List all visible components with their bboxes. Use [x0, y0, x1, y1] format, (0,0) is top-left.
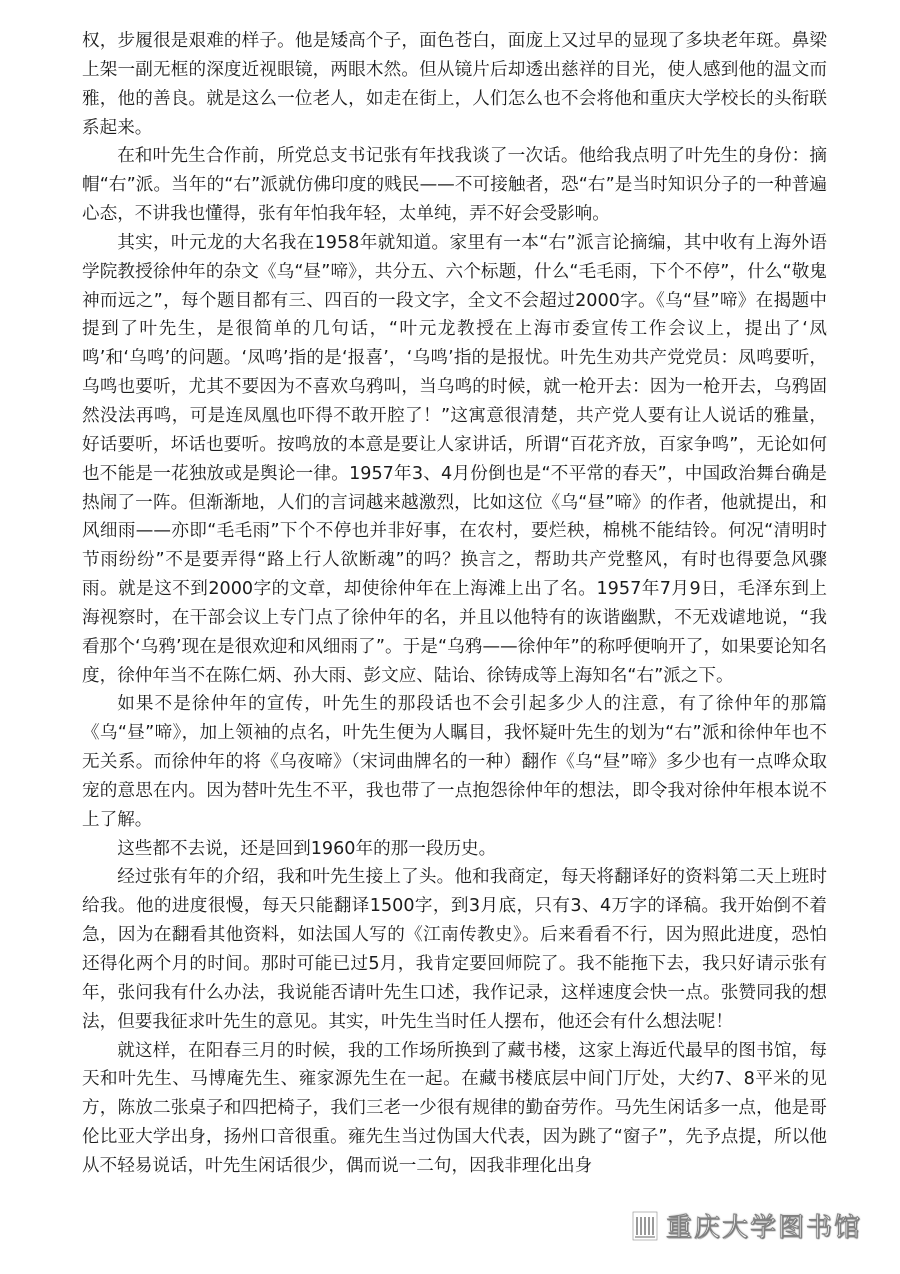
paragraph: 权，步履很是艰难的样子。他是矮高个子，面色苍白，面庞上又过早的显现了多块老年斑。鼻梁上架一副无框的深度近视眼镜，两眼木然。但从镜片后却透出慈祥的目光，使人感到他的温文而雅，他的善良。就是这么一位老人，如走在街上，人们怎么也不会将他和重庆大学校长的头衔联系起来。 [82, 31, 827, 138]
paragraph: 经过张有年的介绍，我和叶先生接上了头。他和我商定，每天将翻译好的资料第二天上班时给我。他的进度很慢，每天只能翻译1500字，到3月底，只有3、4万字的译稿。我开始倒不着急，因为在翻看其他资料，如法国人写的《江南传教史》。后来看看不行，因为照此进度，恐怕还得化两个月的时间。那时可能已过5月，我肯定要回师院了。我不能拖下去，我只好请示张有年，张问我有什么办法，我说能否请叶先生口述，我作记录，这样速度会快一点。张赞同我的想法，但要我征求叶先生的意见。其实，叶先生当时任人摆布，他还会有什么想法呢！ [82, 867, 827, 1032]
library-watermark [632, 1207, 862, 1244]
paragraph: 在和叶先生合作前，所党总支书记张有年找我谈了一次话。他给我点明了叶先生的身份：摘帽“右”派。当年的“右”派就仿佛印度的贱民——不可接触者，恐“右”是当时知识分子的一种普遍心态，不讲我也懂得，张有年怕我年轻，太单纯，弄不好会受影响。 [82, 146, 827, 225]
paragraph: 如果不是徐仲年的宣传，叶先生的那段话也不会引起多少人的注意，有了徐仲年的那篇《乌“昼”啼》，加上领袖的点名，叶先生便为人瞩目，我怀疑叶先生的划为“右”派和徐仲年也不无关系。而徐仲年的将《乌夜啼》（宋词曲牌名的一种）翻作《乌“昼”啼》多少也有一点哗众取宠的意思在内。因为替叶先生不平，我也带了一点抱怨徐仲年的想法，即令我对徐仲年根本说不上了解。 [82, 694, 827, 830]
library-logo-icon [632, 1211, 658, 1241]
paragraph: 这些都不去说，还是回到1960年的那一段历史。 [117, 838, 497, 859]
paragraph: 其实，叶元龙的大名我在1958年就知道。家里有一本“右”派言论摘编，其中收有上海外语学院教授徐仲年的杂文《乌“昼”啼》，共分五、六个标题，什么“毛毛雨，下个不停”，什么“敬鬼神而远之”，每个题目都有三、四百的一段文字，全文不会超过2000字。《乌“昼”啼》在揭题中提到了叶先生，是很简单的几句话，“叶元龙教授在上海市委宣传工作会议上，提出了‘凤鸣’和‘乌鸣’的问题。‘凤鸣’指的是‘报喜’，‘乌鸣’指的是报忧。叶先生劝共产党党员：凤鸣要听，乌鸣也要听，尤其不要因为不喜欢乌鸦叫，当乌鸣的时候，就一枪开去：因为一枪开去，乌鸦固然没法再鸣，可是连凤凰也吓得不敢开腔了！”这寓意很清楚，共产党人要有让人说话的雅量，好话要听，坏话也要听。按鸣放的本意是要让人家讲话，所谓“百花齐放，百家争鸣”，无论如何也不能是一花独放或是舆论一律。1957年3、4月份倒也是“不平常的春天”，中国政治舞台确是热闹了一阵。但渐渐地，人们的言词越来越激烈，比如这位《乌“昼”啼》的作者，他就提出，和风细雨——亦即“毛毛雨”下个不停也并非好事，在农村，要烂秧，棉桃不能结铃。何况“清明时节雨纷纷”不是要弄得“路上行人欲断魂”的吗？换言之，帮助共产党整风，有时也得要急风骤雨。就是这不到2000字的文章，却使徐仲年在上海滩上出了名。1957年7月9日，毛泽东到上海视察时，在干部会议上专门点了徐仲年的名，并且以他特有的诙谐幽默，不无戏谑地说，“我看那个‘乌鸦’现在是很欢迎和风细雨了”。于是“乌鸦——徐仲年”的称呼便响开了，如果要论知名度，徐仲年当不在陈仁炳、孙大雨、彭文应、陆诒、徐铸成等上海知名“右”派之下。 [82, 232, 827, 686]
article-body [82, 27, 827, 1181]
watermark-text: 重庆大学图书馆 [665, 1213, 862, 1243]
paragraph: 就这样，在阳春三月的时候，我的工作场所换到了藏书楼，这家上海近代最早的图书馆，每天和叶先生、马博庵先生、雍家源先生在一起。在藏书楼底层中间门厅处，大约7、8平米的见方，陈放二张桌子和四把椅子，我们三老一少很有规律的勤奋劳作。马先生闲话多一点，他是哥伦比亚大学出身，扬州口音很重。雍先生当过伪国大代表，因为跳了“窗子”，先予点提，所以他从不轻易说话，叶先生闲话很少，偶而说一二句，因我非理化出身 [82, 1040, 827, 1176]
